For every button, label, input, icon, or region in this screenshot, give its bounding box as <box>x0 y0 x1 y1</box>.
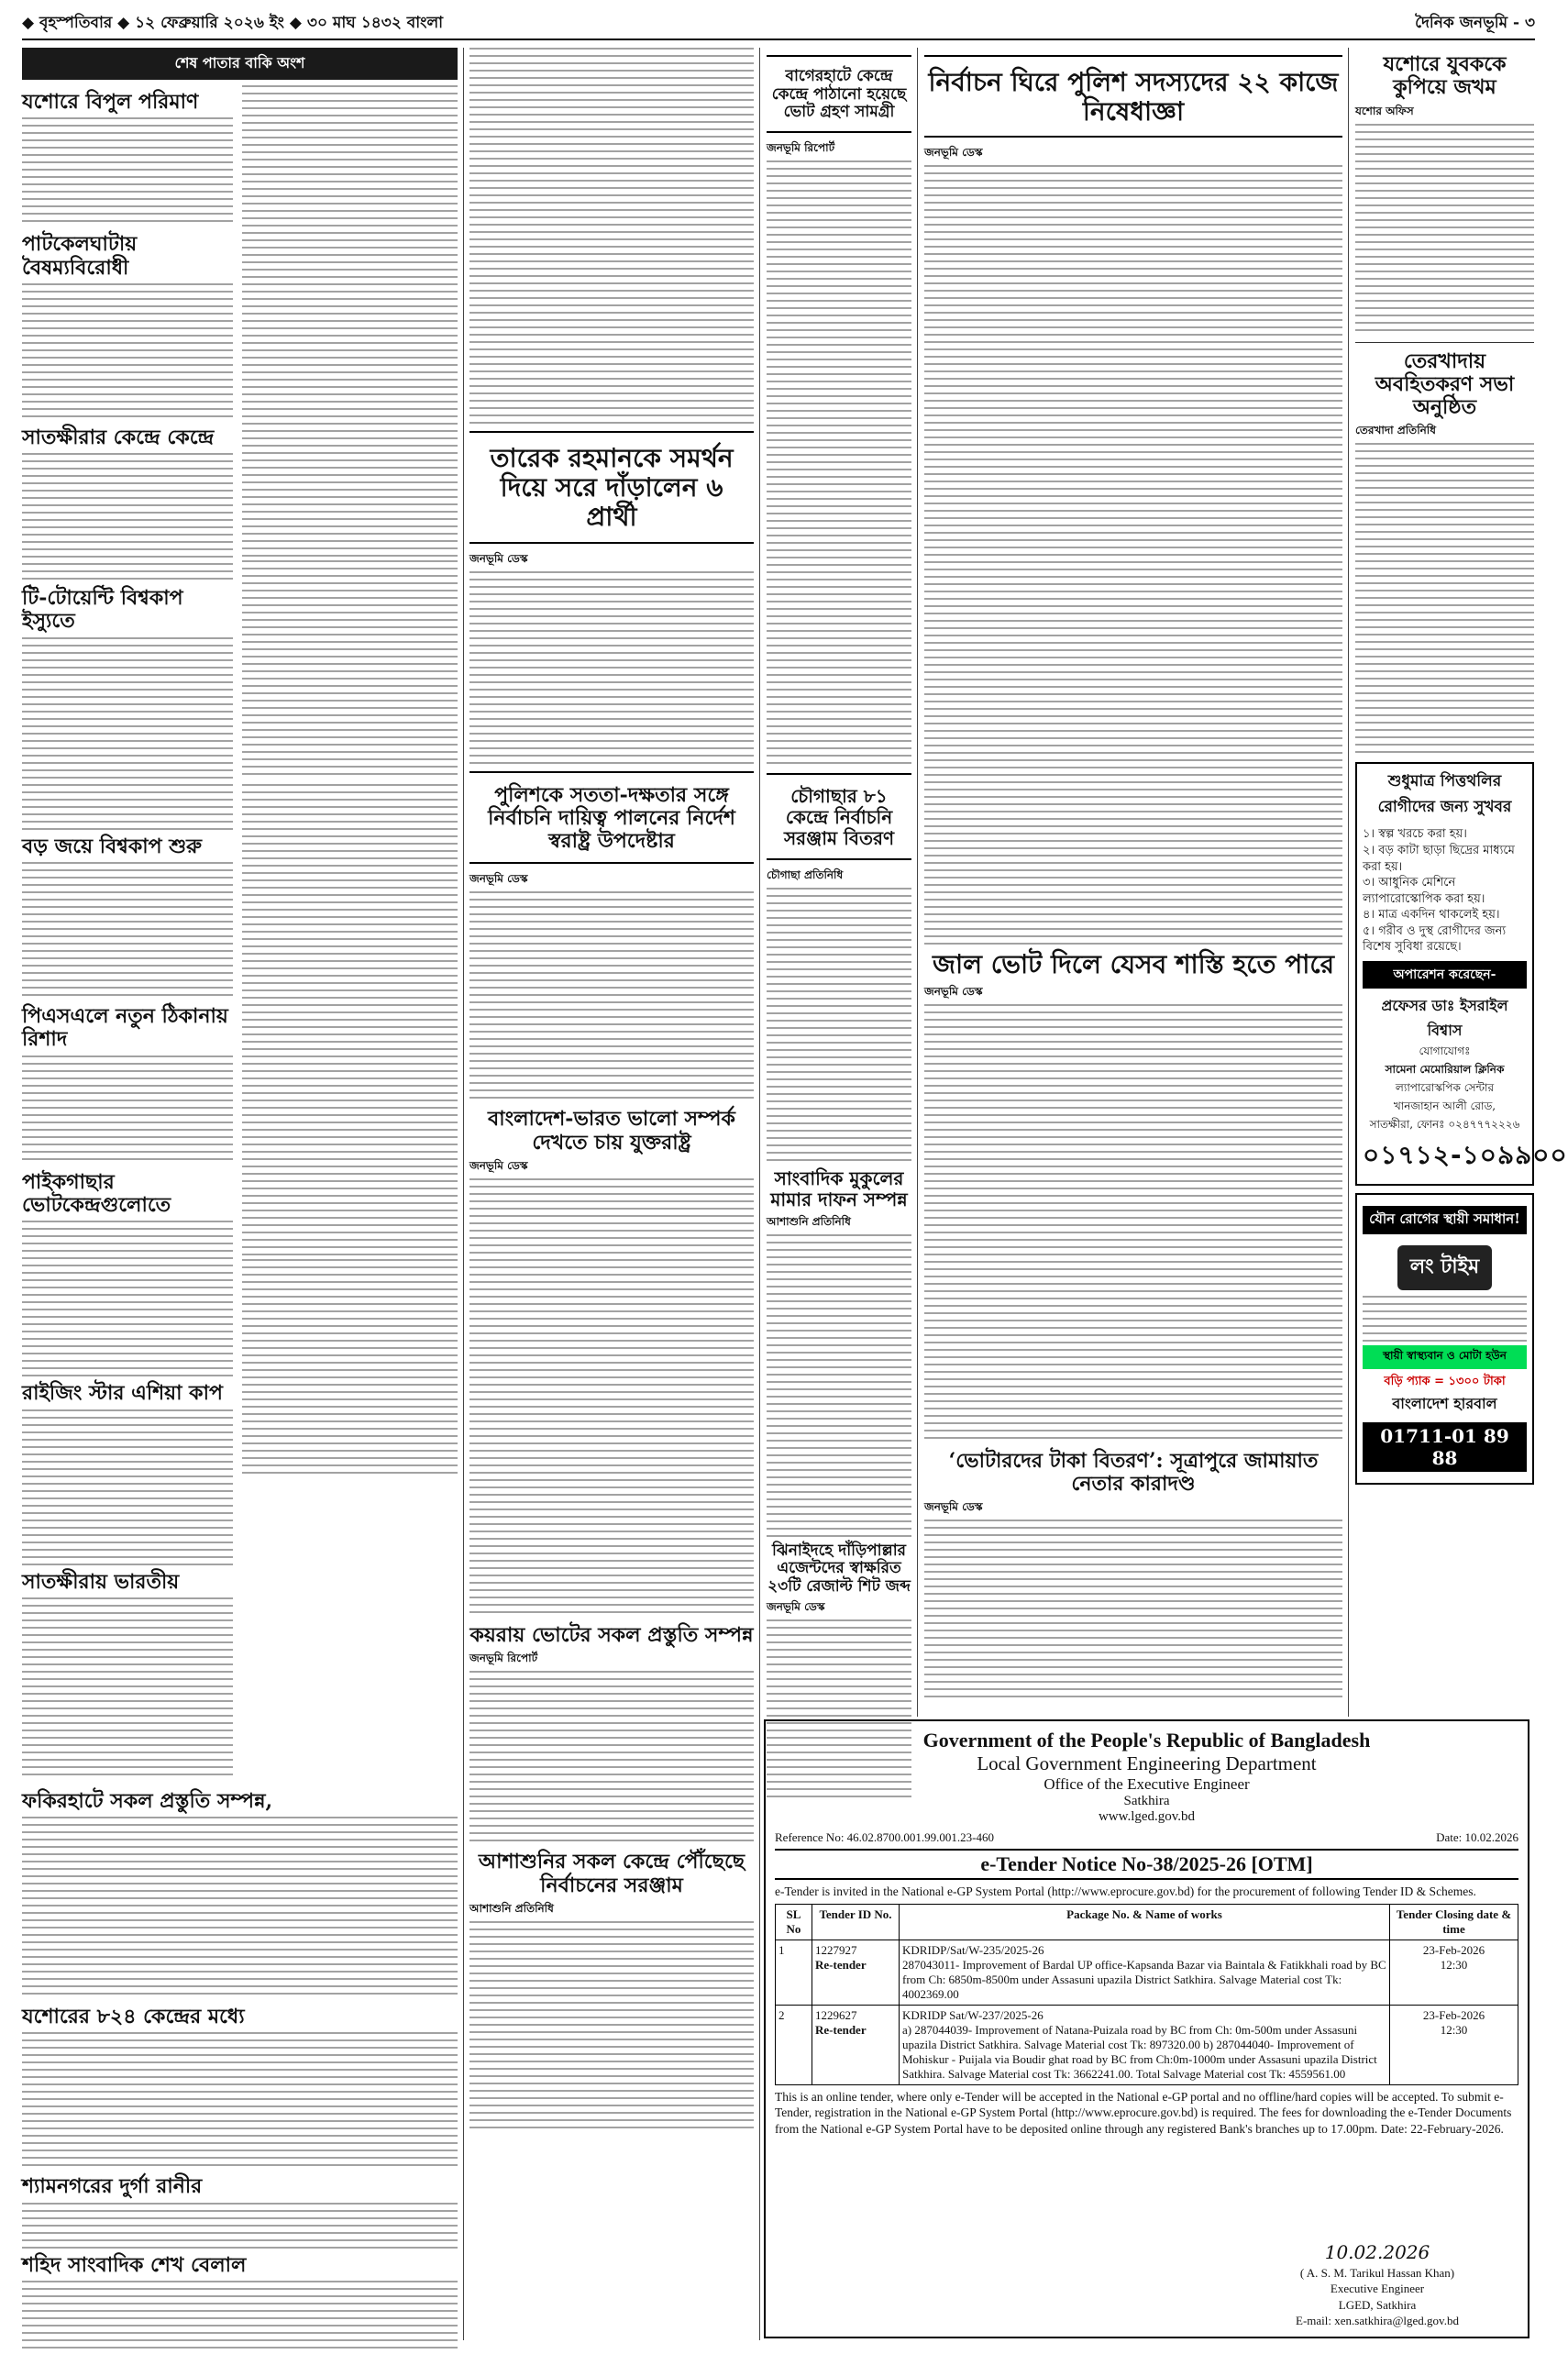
byline: জনভূমি রিপোর্ট <box>767 140 835 154</box>
ad-price: বড়ি প্যাক = ১৩০০ টাকা <box>1384 1374 1506 1388</box>
signer-designation: Executive Engineer <box>1330 2282 1425 2296</box>
website: www.lged.gov.bd <box>1098 1809 1196 1824</box>
headline: সাতক্ষীরায় ভারতীয় <box>22 1569 180 1594</box>
headline: বড় জয়ে বিশ্বকাপ শুরু <box>22 834 203 858</box>
notice-footer: This is an online tender, where only e-Tender will be accepted in the National e-GP portal and no offline/hard copies will be accepted. To submit e-Tender, registration in the National e-GP System Portal (http://www.eprocure.gov.bd) is required. The fees for downloading the e-Tender Documents from the National e-GP System Portal have to be deposited online through any registered Bank's branches up to 17.00pm. Date: 22-February-2026. <box>775 2089 1512 2136</box>
byline: চৌগাছা প্রতিনিধি <box>767 868 844 881</box>
table-header-row <box>776 1904 1518 1940</box>
headline: ঝিনাইদহে দাঁড়িপাল্লার এজেন্টদের স্বাক্ষরিত ২৩টি রেজাল্ট শিট জব্দ <box>767 1541 911 1596</box>
cell-closing <box>1390 1940 1518 2005</box>
office-name: Office of the Executive Engineer <box>1043 1775 1250 1793</box>
article-text <box>22 1817 458 2000</box>
dept-name: Local Government Engineering Department <box>977 1752 1317 1774</box>
column-4 <box>924 48 1342 1717</box>
article-text <box>469 571 754 764</box>
headline: জাল ভোট দিলে যেসব শাস্তি হতে পারে <box>932 949 1335 980</box>
cell-package <box>900 1940 1390 2005</box>
headline: বাগেরহাটে কেন্দ্রে কেন্দ্রে পাঠানো হয়েছে ভোট গ্রহণ সামগ্রী <box>771 67 907 122</box>
cell-sl: 2 <box>776 2005 812 2084</box>
column-divider <box>1348 48 1349 1717</box>
column-divider <box>463 48 464 2340</box>
article-text <box>469 1178 754 1619</box>
reference-row <box>775 1830 1518 1845</box>
byline: জনভূমি ডেস্ক <box>924 984 983 998</box>
headline: শ্যামনগরের দুর্গা রানীর <box>22 2174 203 2199</box>
article-text <box>469 48 754 424</box>
closing-date: 23-Feb-2026 <box>1422 1942 1485 1957</box>
tender-table <box>775 1904 1518 2085</box>
article-text <box>22 862 233 1000</box>
byline: জনভূমি ডেস্ক <box>767 1600 825 1614</box>
headline-box <box>469 431 754 544</box>
district: Satkhira <box>1123 1794 1170 1808</box>
headline: ‘ভোটারদের টাকা বিতরণ’: সূত্রাপুরে জামায়াত নেতার কারাদণ্ড <box>948 1448 1319 1496</box>
ad-item: ৪। মাত্র একদিন থাকলেই হয়। <box>1363 908 1500 923</box>
cell-package <box>900 2005 1390 2084</box>
headline: সাংবাদিক মুকুলের মামার দাফন সম্পন্ন <box>770 1166 908 1210</box>
ad-text <box>1363 1296 1527 1342</box>
closing-date: 23-Feb-2026 <box>1422 2007 1485 2022</box>
col-header: SL No <box>776 1904 812 1940</box>
ad-item: ২। বড় কাটা ছাড়া ছিদ্রের মাধ্যমে করা হয়। <box>1363 844 1515 874</box>
headline: পিএসএলে নতুন ঠিকানায় রিশাদ <box>22 1004 228 1052</box>
article-text <box>1355 124 1534 335</box>
tender-kind: Re-tender <box>815 1957 867 1972</box>
ad-contact-label: যোগাযোগঃ <box>1419 1044 1471 1057</box>
headline: সাতক্ষীরার কেন্দ্রে কেন্দ্রে <box>22 425 215 449</box>
ad-center: ল্যাপারোস্কপিক সেন্টার <box>1395 1080 1495 1094</box>
page-header <box>22 9 1535 40</box>
notice-title: e-Tender Notice No-38/2025-26 [OTM] <box>775 1849 1518 1880</box>
column-2 <box>469 48 754 2340</box>
tender-id: 1227927 <box>815 1942 857 1957</box>
ad-list <box>1363 826 1527 955</box>
col-header: Package No. & Name of works <box>900 1904 1390 1940</box>
table-row <box>776 2005 1518 2084</box>
byline: জনভূমি ডেস্ক <box>469 551 528 565</box>
byline: আশাশুনি প্রতিনিধি <box>469 1901 554 1915</box>
headline: পাইকগাছার ভোটকেন্দ্রগুলোতে <box>22 1169 171 1217</box>
byline: জনভূমি ডেস্ক <box>924 146 983 160</box>
subcolumn-left <box>22 85 233 1785</box>
headline: ফকিরহাটে সকল প্রস্তুতি সম্পন্ন, <box>22 1788 273 1813</box>
article-text <box>242 560 458 780</box>
signer-org: LGED, Satkhira <box>1338 2297 1417 2312</box>
article-text <box>1355 443 1534 755</box>
article-text <box>242 1026 458 1255</box>
article-text <box>767 1234 911 1537</box>
column-5 <box>1355 48 1568 1717</box>
closing-time: 12:30 <box>1440 2022 1468 2037</box>
signer-name: ( A. S. M. Tarikul Hassan Khan) <box>1299 2265 1455 2280</box>
headline: পাটকেলঘাটায় বৈষম্যবিরোধী <box>22 232 138 280</box>
article-text <box>22 2281 458 2354</box>
ad-surgeon-label: অপারেশন করেছেন- <box>1363 961 1527 989</box>
ad-clinic: সামেনা মেমোরিয়াল ক্লিনিক <box>1385 1062 1505 1076</box>
article-text <box>22 283 233 421</box>
package-no: KDRIDP Sat/W-237/2025-26 <box>902 2007 1043 2022</box>
byline: জনভূমি ডেস্ক <box>469 872 528 886</box>
byline: আশাশুনি প্রতিনিধি <box>767 1214 851 1228</box>
column-divider <box>917 48 918 1717</box>
article-text <box>767 888 911 1163</box>
issue-date: ◆ বৃহস্পতিবার ◆ ১২ ফেব্রুয়ারি ২০২৬ ইং ◆ ৩০ মাঘ ১৪৩২ বাংলা <box>22 14 444 32</box>
headline: কয়রায় ভোটের সকল প্রস্তুতি সম্পন্ন <box>469 1623 754 1648</box>
ad-item: ১। স্বল্প খরচে করা হয়। <box>1363 827 1467 842</box>
headline: বাংলাদেশ-ভারত ভালো সম্পর্ক দেখতে চায় যুক্তরাষ্ট্র <box>488 1107 735 1155</box>
byline: যশোর অফিস <box>1355 104 1414 117</box>
work-name: a) 287044039- Improvement of Natana-Puizala road by BC from Ch: 0m-500m under Assasuni upazila District Satkhira. Salvage Material cost Tk: 897320.00 b) 287044040- Improvement of Mohiskur - Puijala via Boudir ghat road by BC from Ch:0m-1000m under Assasuni upazila District Satkhira. Salvage Material cost Tk: 3662241.00. Total Salvage Material cost Tk: 4559561.00 <box>902 2022 1377 2081</box>
paper-name: দৈনিক জনভূমি - ৩ <box>1415 14 1535 32</box>
table-row <box>776 1940 1518 2005</box>
section-banner: শেষ পাতার বাকি অংশ <box>22 48 458 80</box>
notice-intro: e-Tender is invited in the National e-GP System Portal (http://www.eprocure.gov.bd) for the procurement of following Tender ID & Schemes. <box>775 1884 1476 1898</box>
headline-box <box>924 55 1342 138</box>
column-divider <box>759 48 760 2340</box>
headline: যশোরে যুবককে কুপিয়ে জখম <box>1383 52 1507 100</box>
headline: চৌগাছার ৮১ কেন্দ্রে নির্বাচনি সরঞ্জাম বিতরণ <box>783 784 895 849</box>
headline: শহিদ সাংবাদিক শেখ বেলাল <box>22 2252 247 2277</box>
headline-box <box>767 55 911 133</box>
article-text <box>242 327 458 557</box>
cell-id <box>812 2005 900 2084</box>
byline: জনভূমি ডেস্ক <box>469 1159 528 1173</box>
column-3 <box>767 48 911 1717</box>
headline: তেরখাদায় অবহিতকরণ সভা অনুষ্ঠিত <box>1375 348 1515 420</box>
headline: রাইজিং স্টার এশিয়া কাপ <box>22 1381 223 1406</box>
closing-time: 12:30 <box>1440 1957 1468 1972</box>
article-text <box>242 1259 458 1479</box>
article-text <box>924 165 1342 945</box>
tender-kind: Re-tender <box>815 2022 867 2037</box>
headline: পুলিশকে সততা-দক্ষতার সঙ্গে নির্বাচনি দায়িত্ব পালনের নির্দেশ স্বরাষ্ট্র উপদেষ্টার <box>488 782 735 854</box>
article-text <box>22 637 233 830</box>
article-text <box>242 85 458 324</box>
headline: আশাশুনির সকল কেন্দ্রে পৌঁছেছে নির্বাচনের সরঞ্জাম <box>478 1850 745 1897</box>
ad-company: বাংলাদেশ হারবাল <box>1392 1394 1497 1412</box>
ad-title: যৌন রোগের স্থায়ী সমাধান! <box>1363 1206 1527 1234</box>
ad-area: সাতক্ষীরা, ফোনঃ ০২৪৭৭৭২২২৬ <box>1369 1117 1520 1131</box>
ad-phone: ০১৭১২-১০৯৯০০ <box>1363 1139 1568 1170</box>
ad-brand: লং টাইম <box>1397 1245 1493 1290</box>
herbal-ad <box>1355 1193 1534 1485</box>
signature-block <box>1240 2240 1515 2329</box>
byline: জনভূমি রিপোর্ট <box>469 1652 538 1665</box>
article-text <box>22 1055 233 1166</box>
ad-item: ৫। গরীব ও দুস্থ রোগীদের জন্য বিশেষ সুবিধা রয়েছে। <box>1363 923 1507 955</box>
byline: তেরখাদা প্রতিনিধি <box>1355 424 1436 437</box>
tender-notice <box>764 1719 1529 2338</box>
article-text <box>469 891 754 1102</box>
cell-closing <box>1390 2005 1518 2084</box>
work-name: 287043011- Improvement of Bardal UP office-Kapsanda Bazar via Baintala & Fatikkhali road by BC from Ch: 6850m-8500m under Assasuni upazila District Satkhira. Salvage Material cost Tk: 4002369.00 <box>902 1957 1386 2001</box>
headline: যশোরের ৮২৪ কেন্দ্রের মধ্যে <box>22 2005 245 2029</box>
gov-title: Government of the People's Republic of Bangladesh <box>922 1729 1371 1752</box>
article-text <box>242 784 458 1022</box>
article-text <box>469 1671 754 1845</box>
cell-id <box>812 1940 900 2005</box>
subcolumn-right <box>242 85 458 1785</box>
article-text <box>924 1004 1342 1444</box>
article-text <box>22 1221 233 1376</box>
tender-id: 1229627 <box>815 2007 857 2022</box>
signature-date: 10.02.2026 <box>1324 2240 1430 2263</box>
ad-note: স্থায়ী স্বাস্থ্যবান ও মোটা হউন <box>1363 1345 1527 1369</box>
headline: নির্বাচন ঘিরে পুলিশ সদস্যদের ২২ কাজে নিষেধাজ্ঞা <box>928 67 1339 127</box>
headline-box <box>469 771 754 865</box>
article-text <box>924 1520 1342 1703</box>
article-text <box>767 160 911 766</box>
headline-box <box>767 773 911 860</box>
column-1 <box>22 48 458 2340</box>
article-text <box>22 1597 233 1781</box>
col-header: Tender ID No. <box>812 1904 900 1940</box>
ad-doctor: প্রফেসর ডাঃ ইসরাইল বিশ্বাস <box>1381 996 1508 1039</box>
article-text <box>22 453 233 581</box>
article-text <box>469 1921 754 2132</box>
ad-item: ৩। আধুনিক মেশিনে ল্যাপারোস্কোপিক করা হয়। <box>1363 876 1485 906</box>
article-text <box>22 2203 458 2249</box>
headline: তারেক রহমানকে সমর্থন দিয়ে সরে দাঁড়ালেন ৬ প্রার্থী <box>490 443 734 533</box>
article-text <box>22 1409 233 1565</box>
reference-no: Reference No: 46.02.8700.001.99.001.23-460 <box>775 1830 995 1844</box>
ad-phone: 01711-01 89 88 <box>1363 1422 1527 1472</box>
headline: টি-টোয়েন্টি বিশ্বকাপ ইস্যুতে <box>22 586 183 634</box>
byline: জনভূমি ডেস্ক <box>924 1500 983 1514</box>
article-text <box>22 2032 458 2170</box>
headline: যশোরে বিপুল পরিমাণ <box>22 90 199 114</box>
col-header: Tender Closing date & time <box>1390 1904 1518 1940</box>
ad-title: শুধুমাত্র পিত্তথলির রোগীদের জন্য সুখবর <box>1377 772 1512 817</box>
package-no: KDRIDP/Sat/W-235/2025-26 <box>902 1942 1044 1957</box>
ad-road: খানজাহান আলী রোড, <box>1393 1099 1496 1112</box>
signer-email: E-mail: xen.satkhira@lged.gov.bd <box>1296 2314 1459 2328</box>
notice-date: Date: 10.02.2026 <box>1436 1830 1518 1844</box>
divider <box>1355 342 1534 343</box>
cell-sl: 1 <box>776 1940 812 2005</box>
clinic-ad <box>1355 762 1568 1185</box>
article-text <box>22 117 233 227</box>
